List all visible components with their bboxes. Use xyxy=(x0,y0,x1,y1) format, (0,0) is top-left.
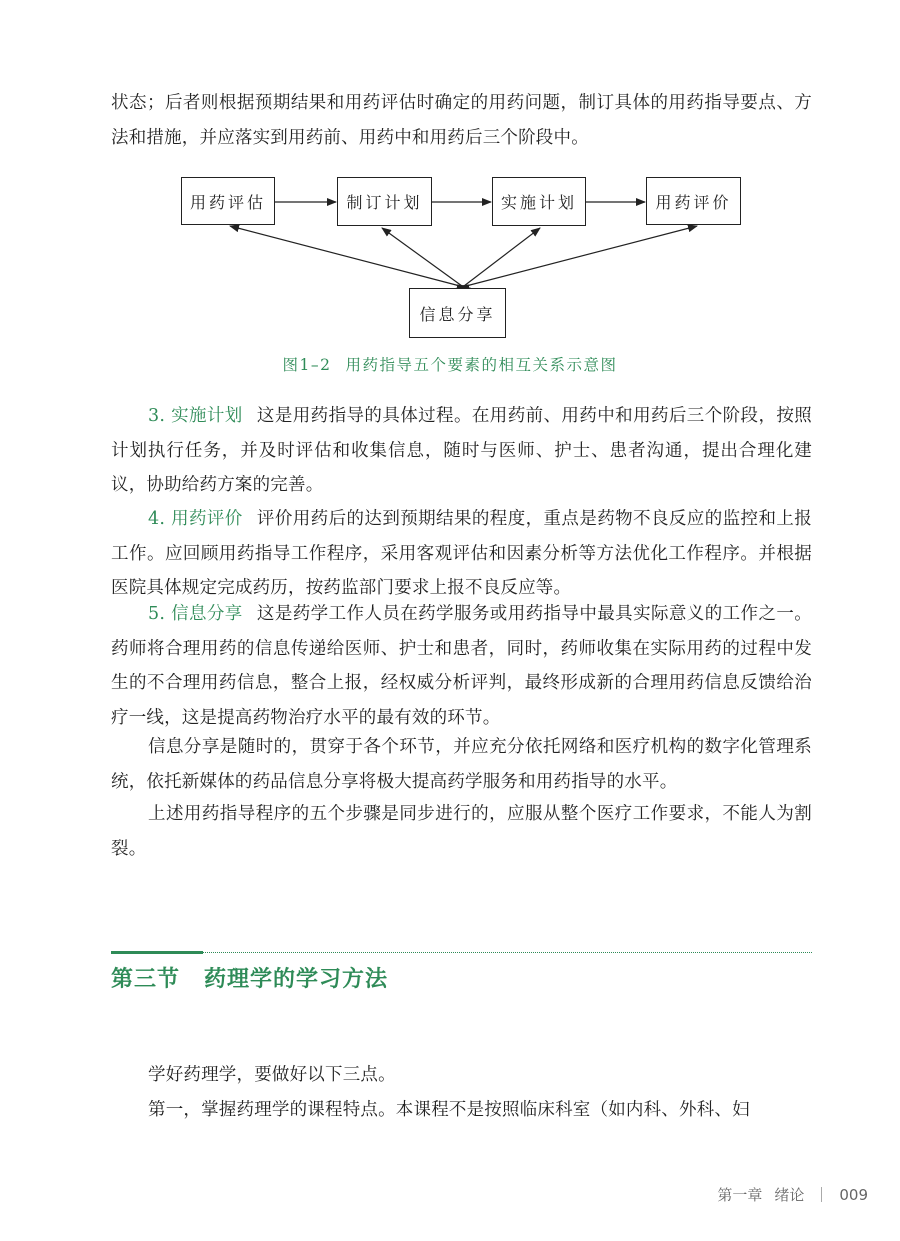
footer-chapter-title: 绪论 xyxy=(774,1186,805,1204)
item-5-text: 这是药学工作人员在药学服务或用药指导中最具实际意义的工作之一。药师将合理用药的信息传递给医师、护士和患者，同时，药师收集在实际用药的过程中发生的不合理用药信息，整合上报，经权威分析评判，最终形成新的合理用药信息反馈给治疗一线，这是提高药物治疗水平的最有效的环节。 xyxy=(111,604,812,728)
item-5 xyxy=(111,597,812,735)
paragraph-info-share: 信息分享是随时的，贯穿于各个环节，并应充分依托网络和医疗机构的数字化管理系统，依托新媒体的药品信息分享将极大提高药学服务和用药指导的水平。 xyxy=(111,737,812,792)
figure-caption-label: 图1–2 xyxy=(282,356,332,374)
box-plan: 制订计划 xyxy=(337,177,432,226)
section-number: 第三节 xyxy=(111,967,181,992)
page-footer xyxy=(717,1184,868,1205)
figure-caption xyxy=(0,353,900,375)
arrow-share-assess xyxy=(230,226,460,286)
paragraph-summary: 上述用药指导程序的五个步骤是同步进行的，应服从整个医疗工作要求，不能人为割裂。 xyxy=(111,804,812,859)
item-5-term: 5. 信息分享 xyxy=(148,604,243,624)
box-share: 信息分享 xyxy=(409,288,506,338)
section-heading xyxy=(111,962,388,993)
arrow-share-evaluate xyxy=(466,226,697,286)
item-4 xyxy=(111,502,812,606)
section-title: 药理学的学习方法 xyxy=(204,967,389,992)
item-3-term: 3. 实施计划 xyxy=(148,406,243,426)
item-3 xyxy=(111,399,812,503)
section-paragraph-1: 学好药理学，要做好以下三点。 xyxy=(148,1065,396,1085)
arrow-share-implement xyxy=(464,228,540,286)
figure-caption-text: 用药指导五个要素的相互关系示意图 xyxy=(345,356,618,374)
page-number: 009 xyxy=(839,1185,868,1204)
item-4-term: 4. 用药评价 xyxy=(148,509,243,529)
item-3-text: 这是用药指导的具体过程。在用药前、用药中和用药后三个阶段，按照计划执行任务，并及时评估和收集信息，随时与医师、护士、患者沟通，提出合理化建议，协助给药方案的完善。 xyxy=(111,406,812,495)
footer-chapter: 第一章 xyxy=(717,1186,763,1204)
arrow-share-plan xyxy=(382,228,462,286)
intro-paragraph: 状态；后者则根据预期结果和用药评估时确定的用药问题，制订具体的用药指导要点、方法和措施，并应落实到用药前、用药中和用药后三个阶段中。 xyxy=(111,93,812,148)
section-paragraph-2: 第一，掌握药理学的课程特点。本课程不是按照临床科室（如内科、外科、妇 xyxy=(148,1100,750,1120)
section-rule-accent xyxy=(111,951,203,954)
box-implement: 实施计划 xyxy=(492,177,586,226)
item-4-text: 评价用药后的达到预期结果的程度，重点是药物不良反应的监控和上报工作。应回顾用药指导工作程序，采用客观评估和因素分析等方法优化工作程序。并根据医院具体规定完成药历，按药监部门要求上报不良反应等。 xyxy=(111,509,812,598)
box-assess: 用药评估 xyxy=(181,177,275,225)
box-evaluate: 用药评价 xyxy=(646,177,741,225)
footer-divider xyxy=(821,1187,822,1202)
section-rule-dotted xyxy=(203,952,812,953)
